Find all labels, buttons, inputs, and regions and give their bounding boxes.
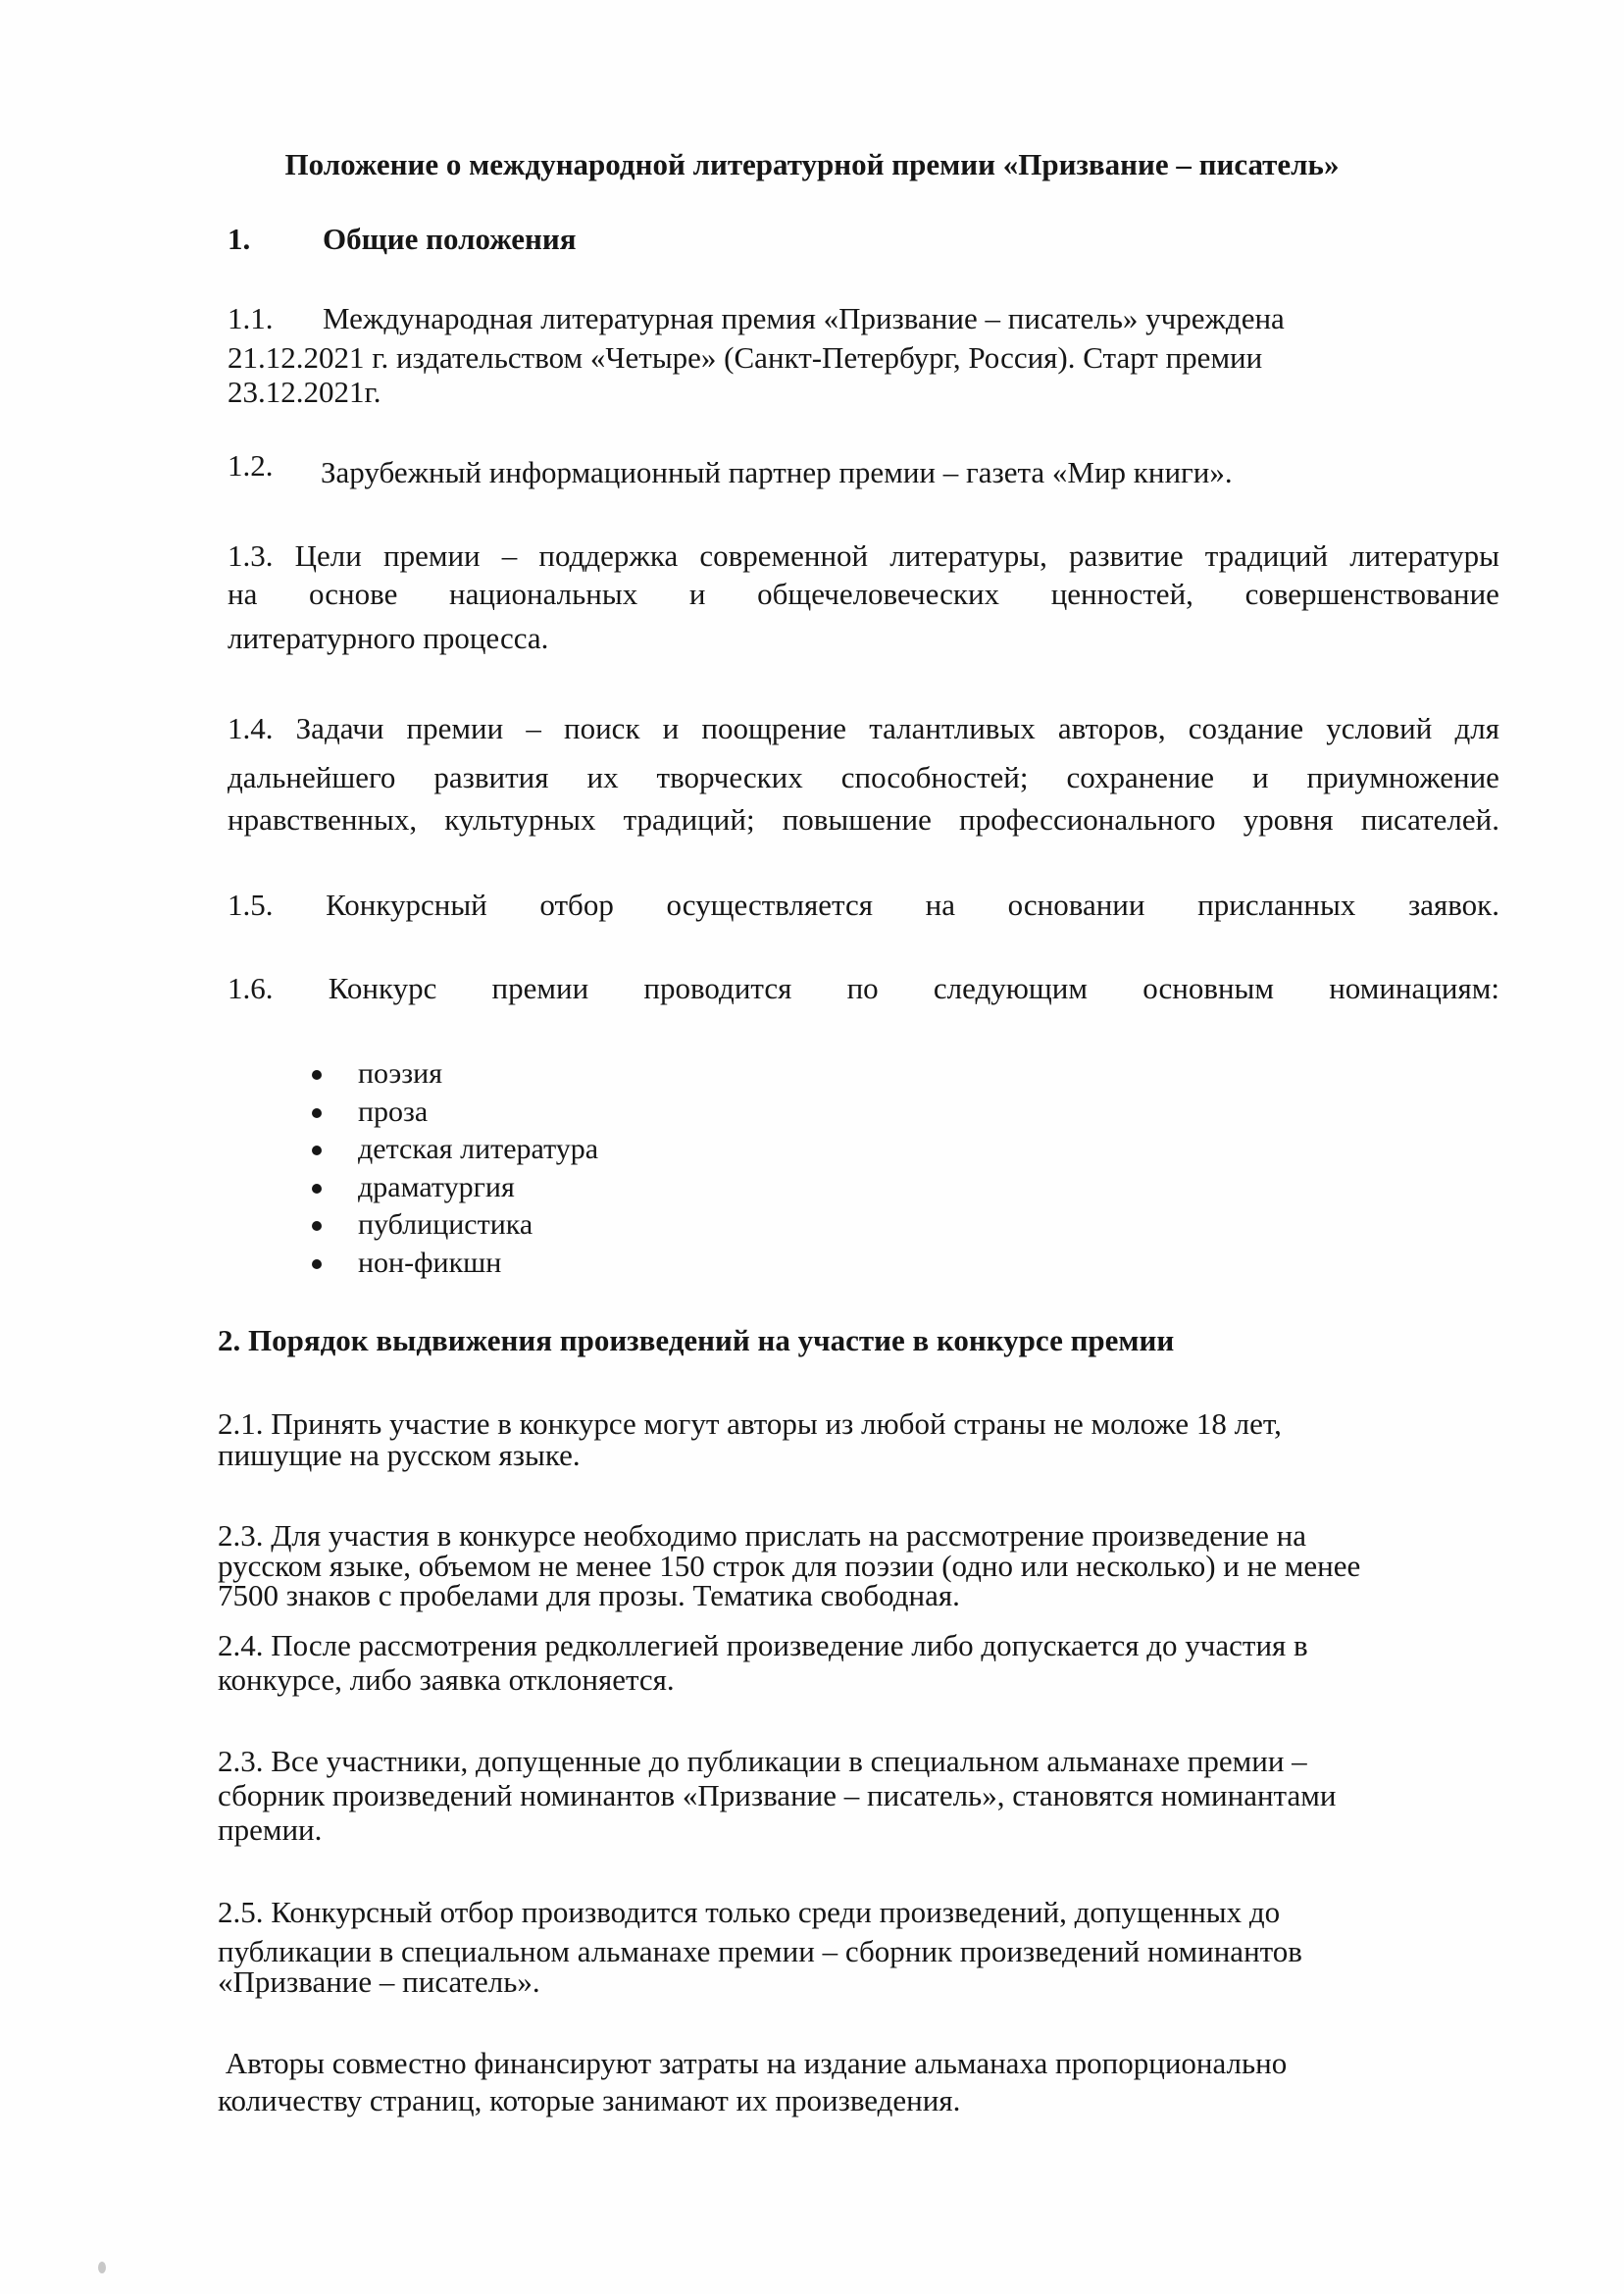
paragraph-2-3b-line: сборник произведений номинантов «Призвание – писатель», становятся номинантами bbox=[218, 1778, 1337, 1812]
paragraph-2-4-line: конкурсе, либо заявка отклоняется. bbox=[218, 1662, 675, 1697]
bullet-icon bbox=[312, 1184, 322, 1194]
list-item-label: драматургия bbox=[358, 1170, 515, 1203]
list-item bbox=[306, 1131, 598, 1169]
bullet-icon bbox=[312, 1146, 322, 1155]
paragraph-2-3b-line: 2.3. Все участники, допущенные до публикации в специальном альманахе премии – bbox=[218, 1744, 1307, 1778]
word: творческих bbox=[656, 760, 803, 794]
paragraph-1-6-number: 1.6. bbox=[228, 971, 274, 1005]
word: дальнейшего bbox=[228, 760, 396, 794]
list-item-label: нон-фикшн bbox=[358, 1246, 502, 1279]
paragraph-1-1-line: Международная литературная премия «Призвание – писатель» учреждена bbox=[323, 301, 1285, 335]
paragraph-2-3-line: 2.3. Для участия в конкурсе необходимо прислать на рассмотрение произведение на bbox=[218, 1518, 1307, 1553]
paragraph-2-1-line: 2.1. Принять участие в конкурсе могут авторы из любой страны не моложе 18 лет, bbox=[218, 1406, 1282, 1441]
word: основании bbox=[1007, 888, 1145, 922]
paragraph-1-3-line: литературного процесса. bbox=[228, 621, 549, 655]
list-item-label: поэзия bbox=[358, 1057, 443, 1090]
paragraph-1-3-line: 1.3. Цели премии – поддержка современной литературы, развитие традиций литературы bbox=[228, 538, 1499, 573]
nominations-list bbox=[306, 1055, 598, 1282]
paragraph-2-3b-line: премии. bbox=[218, 1812, 323, 1847]
paragraph-1-6-justified-line bbox=[228, 971, 1499, 1006]
word: на bbox=[925, 888, 955, 922]
paragraph-1-5-justified-line bbox=[228, 888, 1499, 923]
paragraph-2-5-line: 2.5. Конкурсный отбор производится только среди произведений, допущенных до bbox=[218, 1895, 1281, 1929]
word: заявок. bbox=[1407, 888, 1499, 922]
word: основе bbox=[309, 577, 398, 611]
word: Конкурсный bbox=[326, 888, 487, 922]
paragraph-1-3-justified-line bbox=[228, 577, 1499, 612]
word: способностей; bbox=[840, 760, 1029, 794]
word: их bbox=[586, 760, 619, 794]
bullet-icon bbox=[312, 1070, 322, 1080]
document-title: Положение о международной литературной премии «Призвание – писатель» bbox=[284, 147, 1340, 181]
paragraph-1-1-line: 23.12.2021г. bbox=[228, 375, 381, 409]
list-item-label: проза bbox=[358, 1095, 429, 1128]
word: общечеловеческих bbox=[757, 577, 1000, 611]
section-1-heading: Общие положения bbox=[323, 222, 577, 256]
word: на bbox=[228, 577, 258, 611]
paragraph-2-5-line: публикации в специальном альманахе премии – сборник произведений номинантов bbox=[218, 1934, 1302, 1968]
word: проводится bbox=[643, 971, 792, 1005]
list-item bbox=[306, 1206, 598, 1245]
bullet-icon bbox=[312, 1221, 322, 1231]
word: основным bbox=[1142, 971, 1274, 1005]
word: премии bbox=[491, 971, 589, 1005]
paragraph-2-3-line: русском языке, объемом не менее 150 строк для поэзии (одно или несколько) и не менее bbox=[218, 1549, 1361, 1583]
word: Конкурс bbox=[328, 971, 437, 1005]
final-paragraph-line: количеству страниц, которые занимают их произведения. bbox=[218, 2083, 961, 2117]
paragraph-2-4-line: 2.4. После рассмотрения редколлегией произведение либо допускается до участия в bbox=[218, 1628, 1308, 1662]
word: развития bbox=[433, 760, 549, 794]
paragraph-2-3-line: 7500 знаков с пробелами для прозы. Тематика свободная. bbox=[218, 1578, 960, 1612]
paragraph-1-4-line: 1.4. Задачи премии – поиск и поощрение талантливых авторов, создание условий для bbox=[228, 711, 1499, 745]
word: приумножение bbox=[1306, 760, 1499, 794]
list-item bbox=[306, 1245, 598, 1283]
list-item-label: детская литература bbox=[358, 1133, 599, 1165]
scan-speck bbox=[98, 2262, 106, 2273]
word: следующим bbox=[933, 971, 1088, 1005]
word: номинациям: bbox=[1329, 971, 1499, 1005]
word: и bbox=[1251, 760, 1269, 794]
paragraph-1-1-line: 21.12.2021 г. издательством «Четыре» (Санкт-Петербург, Россия). Старт премии bbox=[228, 340, 1263, 375]
list-item bbox=[306, 1055, 598, 1094]
paragraph-1-1-number: 1.1. bbox=[228, 301, 274, 335]
word: отбор bbox=[539, 888, 614, 922]
section-2-heading: 2. Порядок выдвижения произведений на участие в конкурсе премии bbox=[218, 1323, 1175, 1357]
list-item-label: публицистика bbox=[358, 1208, 533, 1241]
word: ценностей, bbox=[1050, 577, 1193, 611]
word: и bbox=[688, 577, 706, 611]
section-1-number: 1. bbox=[228, 222, 251, 256]
paragraph-2-1-line: пишущие на русском языке. bbox=[218, 1438, 581, 1472]
list-item bbox=[306, 1094, 598, 1132]
word: присланных bbox=[1197, 888, 1356, 922]
word: совершенствование bbox=[1244, 577, 1499, 611]
list-item bbox=[306, 1169, 598, 1207]
paragraph-1-2-number: 1.2. bbox=[228, 448, 274, 483]
paragraph-1-4-line: нравственных, культурных традиций; повышение профессионального уровня писателей. bbox=[228, 802, 1499, 837]
paragraph-1-5-number: 1.5. bbox=[228, 888, 274, 922]
paragraph-1-4-justified-line bbox=[228, 760, 1499, 795]
bullet-icon bbox=[312, 1108, 322, 1118]
word: национальных bbox=[449, 577, 638, 611]
word: по bbox=[846, 971, 879, 1005]
word: осуществляется bbox=[666, 888, 873, 922]
bullet-icon bbox=[312, 1259, 322, 1269]
final-paragraph-line: Авторы совместно финансируют затраты на издание альманаха пропорционально bbox=[218, 2046, 1288, 2080]
paragraph-2-5-line: «Призвание – писатель». bbox=[218, 1964, 540, 1999]
paragraph-1-2-text: Зарубежный информационный партнер премии – газета «Мир книги». bbox=[321, 455, 1233, 489]
word: сохранение bbox=[1066, 760, 1215, 794]
